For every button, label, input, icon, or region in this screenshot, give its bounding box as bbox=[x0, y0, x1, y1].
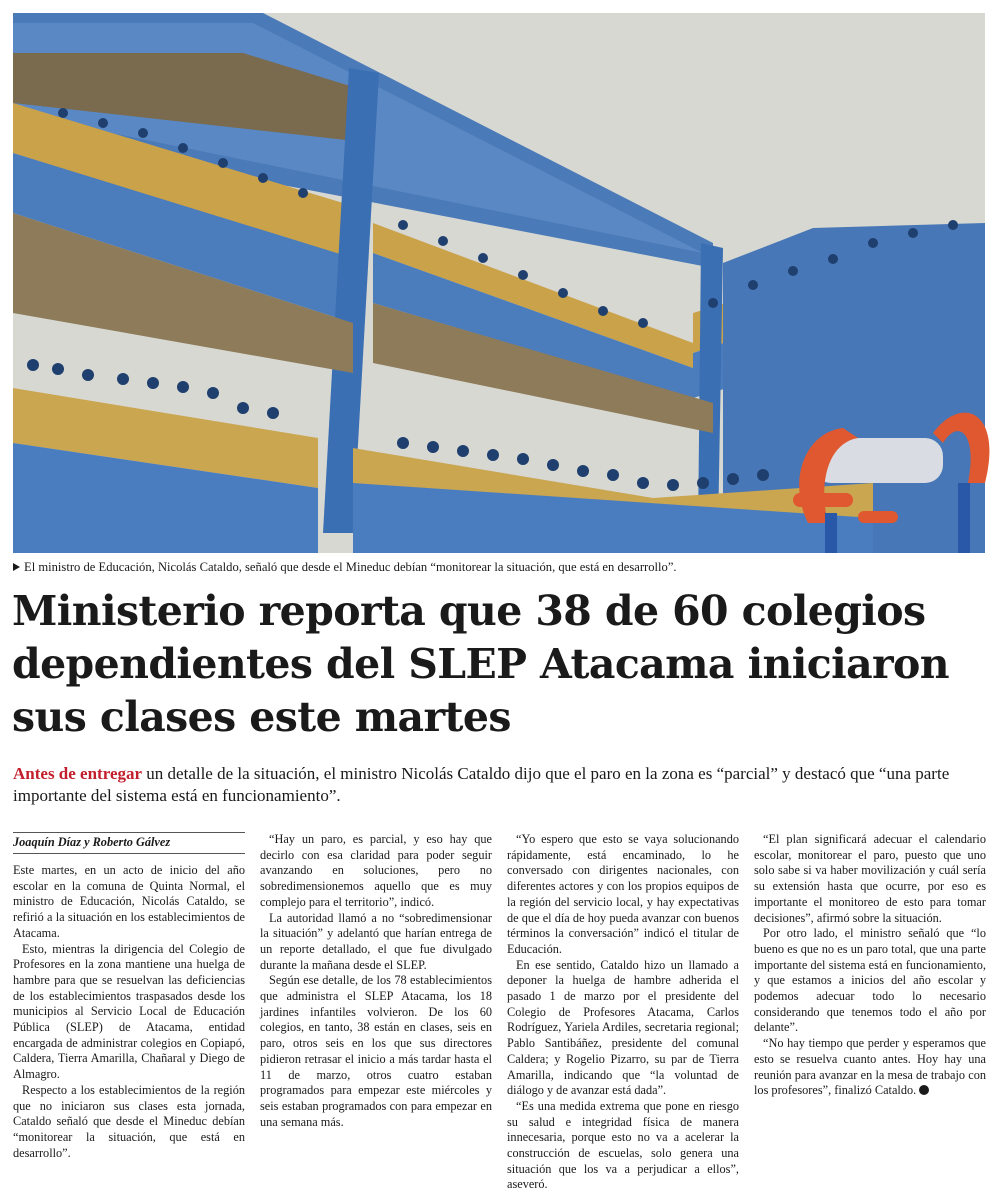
paragraph bbox=[754, 1036, 986, 1099]
headline: Ministerio reporta que 38 de 60 colegios dependientes del SLEP Atacama iniciaron sus clases este martes bbox=[12, 587, 949, 741]
column-2 bbox=[260, 832, 492, 1130]
article-photo bbox=[13, 13, 985, 553]
paragraph: Por otro lado, el ministro señaló que “lo bueno es que no es un paro total, que una parte importante del sistema está en funcionamiento, y que estamos a inicios del año escolar y podemos adecuar todo lo necesario considerando que tenemos todo el año por delante”. bbox=[754, 926, 986, 1035]
column-3 bbox=[507, 832, 739, 1193]
paragraph: “Yo espero que esto se vaya solucionando rápidamente, está encaminado, lo he conversado con dirigentes nacionales, con diferentes actores y con los propios equipos de la región del servicio local, y hay expectativas de que el día de hoy pueda avanzar con buenos términos la conversación” indicó el titular de Educación. bbox=[507, 832, 739, 956]
column-1 bbox=[13, 832, 245, 1161]
triangle-marker-icon bbox=[13, 563, 20, 571]
lead-paragraph bbox=[13, 763, 988, 807]
paragraph: La autoridad llamó a no “sobredimensionar la situación” y adelantó que harían entrega de un reporte detallado, el que fue divulgado durante la mañana desde el SLEP. bbox=[260, 910, 492, 972]
paragraph: “Es una medida extrema que pone en riesgo su salud e integridad física de manera innecesaria, porque esto no va a acelerar la construcción de escuelas, solo genera una situación que los va a perjudicar a ellos”, aseveró. bbox=[507, 1098, 739, 1192]
paragraph: Respecto a los establecimientos de la región que no iniciaron sus clases esta jornada, Cataldo señaló que desde el Mineduc debían “monitorear la situación, que está en desarrollo”. bbox=[13, 1082, 245, 1160]
paragraph: Según ese detalle, de los 78 establecimientos que administra el SLEP Atacama, los 18 jardines infantiles volvieron. De los 60 colegios, en tanto, 38 están en clases, seis en paro, otros seis en los que sus directores pidieron retrasar el inicio a más tardar hasta el 11 de marzo, otros cuatro estaban programados para empezar este miércoles y seis estaban programados con para empezar en una semana más. bbox=[260, 973, 492, 1129]
byline: Joaquín Díaz y Roberto Gálvez bbox=[13, 832, 245, 854]
column-4 bbox=[754, 832, 986, 1099]
paragraph: Este martes, en un acto de inicio del año escolar en la comuna de Quinta Normal, el ministro de Educación, Nicolás Cataldo, se refirió a la situación en los establecimientos de Atacama. bbox=[13, 863, 245, 940]
photo-caption bbox=[13, 559, 988, 575]
school-building-photo bbox=[13, 13, 985, 553]
paragraph: Esto, mientras la dirigencia del Colegio de Profesores en la zona mantiene una huelga de hambre para que se resuelvan las deficiencias de los establecimientos traspasados desde los municipios al Servicio Local de Educación Pública (SLEP) de Atacama, entidad encargada de administrar colegios en Copiapó, Caldera, Tierra Amarilla, Chañaral y Diego de Almagro. bbox=[13, 941, 245, 1082]
paragraph: En ese sentido, Cataldo hizo un llamado a deponer la huelga de hambre adherida el pasado 1 de marzo por el presidente del Colegio de Profesores Atacama, Carlos Rodríguez, Yariela Ardiles, secretaria regional; Pablo Santibáñez, presidente del comunal Caldera; y Rogelio Pizarro, su par de Tierra Amarilla, indicando que “la voluntad de diálogo y de avanzar está dada”. bbox=[507, 957, 739, 1098]
lead-kicker: Antes de entregar bbox=[13, 764, 143, 783]
caption-text: El ministro de Educación, Nicolás Cataldo, señaló que desde el Mineduc debían “monitorear la situación, que está en desarrollo”. bbox=[24, 560, 677, 574]
paragraph: “Hay un paro, es parcial, y eso hay que decirlo con esa claridad para poder seguir avanzando en soluciones, pero no sobredimensionemos aquello que es muy complejo para el territorio”, indicó. bbox=[260, 832, 492, 909]
end-mark-icon bbox=[919, 1085, 929, 1095]
lead-text: un detalle de la situación, el ministro Nicolás Cataldo dijo que el paro en la zona es “parcial” y destacó que “una parte importante del sistema está en funcionamiento”. bbox=[13, 764, 950, 805]
final-paragraph-text: “No hay tiempo que perder y esperamos que esto se resuelva cuanto antes. Hoy hay una reunión para avanzar en la mesa de trabajo con los profesores”, finalizó Cataldo. bbox=[754, 1036, 986, 1098]
paragraph: “El plan significará adecuar el calendario escolar, monitorear el paro, puesto que uno solo sabe si va haber movilización y cuál sería su extensión hasta que ocurre, por eso es importante el monitoreo de esto para tomar decisiones”, afirmó sobre la situación. bbox=[754, 832, 986, 925]
